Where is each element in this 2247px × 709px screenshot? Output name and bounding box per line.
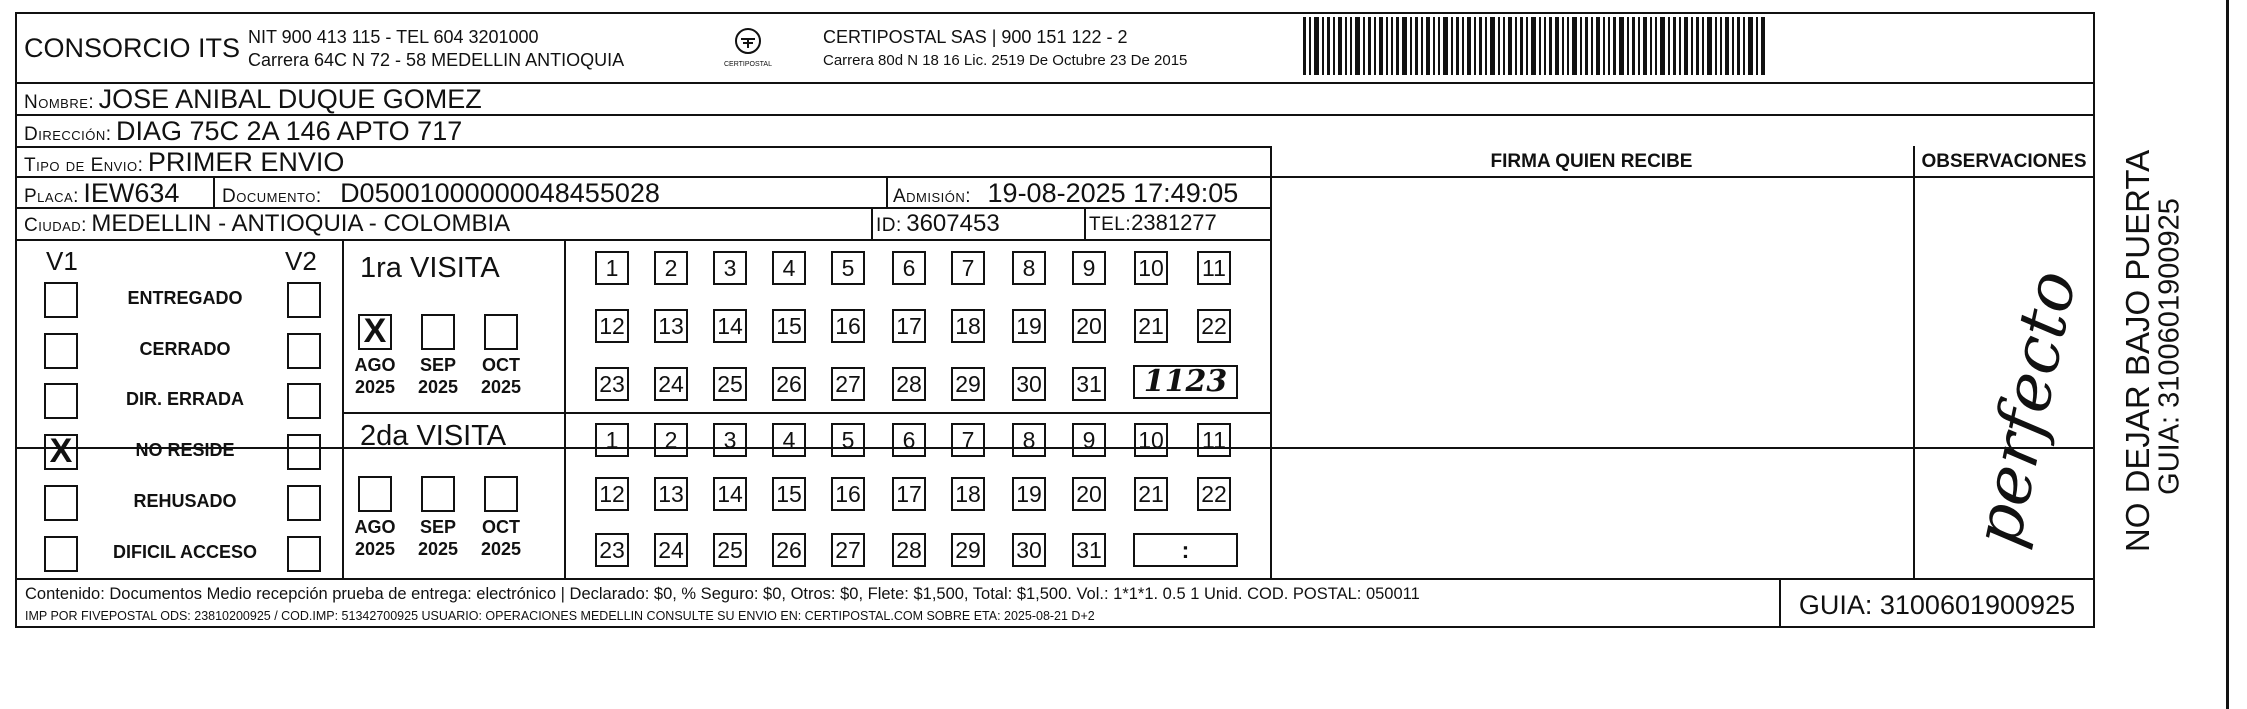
tipo-label: Tipo de Envio: [24,155,144,176]
v1-checkbox[interactable] [44,282,78,318]
license-line: Carrera 80d N 18 16 Lic. 2519 De Octubre 23 De 2015 [823,52,1188,69]
direccion-value: DIAG 75C 2A 146 APTO 717 [116,116,463,146]
contenido-line: Contenido: Documentos Medio recepción prueba de entrega: electrónico | Declarado: $0, % Seguro: $0, Otros: $0, Flete: $1,500, Total: $1,500. Vol.: 1*1*1. 0.5 1 Unid. COD. POSTAL: 050011 [25,585,1420,603]
rule [1913,146,1915,578]
second-visit-day-box[interactable]: 26 [772,533,806,567]
nombre-value: JOSE ANIBAL DUQUE GOMEZ [98,84,482,114]
rule [342,412,1270,414]
second-visit-day-box[interactable]: 18 [951,477,985,511]
first-visit-day-box[interactable]: 10 [1134,251,1168,285]
second-visit-day-box[interactable]: 7 [951,423,985,457]
first-visit-month-label [474,354,528,398]
first-visit-month-checkbox[interactable] [421,314,455,350]
month-name: SEP [419,517,457,537]
v1-checkbox[interactable]: X [44,434,78,470]
rule [1270,146,1272,578]
status-label: CERRADO [139,339,231,359]
ciudad-row [24,210,510,238]
admision-label: Admisión: [893,186,972,207]
first-visit-day-box[interactable]: 7 [951,251,985,285]
second-visit-day-box[interactable]: 14 [713,477,747,511]
second-visit-month-label [411,516,465,560]
direccion-label: Dirección: [24,124,112,145]
second-visit-month-label [474,516,528,560]
first-visit-day-box[interactable]: 27 [831,367,865,401]
ciudad-value: MEDELLIN - ANTIOQUIA - COLOMBIA [91,210,511,237]
handwritten-signature: perfecto [1958,263,2092,554]
second-visit-day-box[interactable]: 2 [654,423,688,457]
month-year: 2025 [354,539,396,559]
second-visit-day-box[interactable]: 13 [654,477,688,511]
month-year: 2025 [354,377,396,397]
v1-checkbox[interactable] [44,536,78,572]
second-visit-month-checkbox[interactable] [358,476,392,512]
second-visit-day-box[interactable]: 29 [951,533,985,567]
first-visit-day-box[interactable]: 1 [595,251,629,285]
first-visit-day-box[interactable]: 24 [654,367,688,401]
first-visit-time[interactable]: 1123 [1133,365,1238,399]
second-visit-day-box[interactable]: 22 [1197,477,1231,511]
first-visit-month-checkbox[interactable] [484,314,518,350]
second-visit-day-box[interactable]: 20 [1072,477,1106,511]
month-year: 2025 [480,539,522,559]
v2-checkbox[interactable] [287,434,321,470]
first-visit-month-label [411,354,465,398]
second-visit-day-box[interactable]: 25 [713,533,747,567]
courier-line: CERTIPOSTAL SAS | 900 151 122 - 2 [823,27,1128,47]
side-guia: GUIA: 3100601900925 [2153,198,2186,495]
first-visit-day-box[interactable]: 3 [713,251,747,285]
second-visit-title: 2da VISITA [360,420,507,452]
second-visit-day-box[interactable]: 8 [1012,423,1046,457]
first-visit-day-box[interactable]: 29 [951,367,985,401]
second-visit-day-box[interactable]: 9 [1072,423,1106,457]
side-warning: NO DEJAR BAJO PUERTA [2119,149,2156,553]
first-visit-day-box[interactable]: 22 [1197,309,1231,343]
second-visit-month-label [348,516,402,560]
second-visit-day-box[interactable]: 3 [713,423,747,457]
direccion-row [24,116,462,147]
first-visit-day-box[interactable]: 11 [1197,251,1231,285]
month-year: 2025 [417,539,459,559]
first-visit-day-box[interactable]: 16 [831,309,865,343]
first-visit-day-box[interactable]: 6 [892,251,926,285]
status-label: REHUSADO [133,491,237,511]
v1-checkbox[interactable] [44,333,78,369]
v2-checkbox[interactable] [287,383,321,419]
documento-row [222,178,660,209]
id-value: 3607453 [906,210,1000,237]
first-visit-day-box[interactable]: 13 [654,309,688,343]
rule [342,239,344,578]
company-address: Carrera 64C N 72 - 58 MEDELLIN ANTIOQUIA [248,50,625,70]
ciudad-label: Ciudad: [24,215,87,236]
first-visit-day-box[interactable]: 25 [713,367,747,401]
second-visit-day-box[interactable]: 28 [892,533,926,567]
second-visit-month-checkbox[interactable] [421,476,455,512]
first-visit-day-box[interactable]: 9 [1072,251,1106,285]
first-visit-day-box[interactable]: 2 [654,251,688,285]
status-label: ENTREGADO [127,288,243,308]
second-visit-day-box[interactable]: 5 [831,423,865,457]
month-year: 2025 [480,377,522,397]
v1-header: V1 [46,246,78,276]
first-visit-day-box[interactable]: 28 [892,367,926,401]
second-visit-day-box[interactable]: 11 [1197,423,1231,457]
month-year: 2025 [417,377,459,397]
first-visit-day-box[interactable]: 20 [1072,309,1106,343]
first-visit-day-box[interactable]: 8 [1012,251,1046,285]
month-name: OCT [482,355,520,375]
second-visit-day-box[interactable]: 4 [772,423,806,457]
first-visit-day-box[interactable]: 21 [1134,309,1168,343]
rule [871,207,873,239]
first-visit-day-box[interactable]: 18 [951,309,985,343]
documento-value: D05001000000048455028 [340,178,660,208]
first-visit-day-box[interactable]: 17 [892,309,926,343]
tel-row [1089,210,1217,236]
second-visit-day-box[interactable]: 16 [831,477,865,511]
second-visit-day-box[interactable]: 10 [1134,423,1168,457]
status-label: DIFICIL ACCESO [112,542,257,562]
first-visit-day-box[interactable]: 12 [595,309,629,343]
second-visit-day-box[interactable]: 23 [595,533,629,567]
v2-checkbox[interactable] [287,282,321,318]
id-label: ID: [876,215,902,236]
v2-checkbox[interactable] [287,333,321,369]
second-visit-day-box[interactable]: 6 [892,423,926,457]
month-name: AGO [354,517,396,537]
v2-checkbox[interactable] [287,485,321,521]
month-name: AGO [354,355,396,375]
nombre-row [24,84,482,115]
id-row [876,210,1000,238]
documento-label: Documento: [222,186,322,207]
tel-label: TEL: [1089,214,1132,235]
nombre-label: Nombre: [24,92,95,113]
first-visit-month-checkbox[interactable]: X [358,314,392,350]
tipo-row [24,147,344,178]
second-visit-day-box[interactable]: 12 [595,477,629,511]
second-visit-day-box[interactable]: 30 [1012,533,1046,567]
tel-value: 2381277 [1131,210,1217,235]
second-visit-day-box[interactable]: 27 [831,533,865,567]
second-visit-day-box[interactable]: 17 [892,477,926,511]
second-visit-day-box[interactable]: 31 [1072,533,1106,567]
imp-line: IMP POR FIVEPOSTAL ODS: 23810200925 / COD.IMP: 51342700925 USUARIO: OPERACIONES MEDELLIN CONSULTE SU ENVIO EN: CERTIPOSTAL.COM SOBRE ETA: 2025-08-21 D+2 [25,609,1095,623]
first-visit-day-box[interactable]: 23 [595,367,629,401]
logo-text: CERTIPOSTAL [724,61,772,68]
second-visit-month-checkbox[interactable] [484,476,518,512]
nit-line: NIT 900 413 115 - TEL 604 3201000 [248,27,539,47]
second-visit-day-box[interactable]: 1 [595,423,629,457]
first-visit-day-box[interactable]: 19 [1012,309,1046,343]
first-visit-title: 1ra VISITA [360,252,500,284]
placa-value: IEW634 [83,178,180,208]
rule [886,176,888,207]
placa-label: Placa: [24,186,79,207]
first-visit-day-box[interactable]: 14 [713,309,747,343]
first-visit-day-box[interactable]: 26 [772,367,806,401]
second-visit-day-box[interactable]: 19 [1012,477,1046,511]
admision-value: 19-08-2025 17:49:05 [987,178,1239,208]
admision-row [893,178,1238,209]
v1-checkbox[interactable] [44,485,78,521]
scan-edge [2226,0,2229,709]
rule [564,239,566,578]
first-visit-day-box[interactable]: 30 [1012,367,1046,401]
v2-header: V2 [285,246,317,276]
first-visit-month-label [348,354,402,398]
rule [213,176,215,207]
first-visit-day-box[interactable]: 5 [831,251,865,285]
second-visit-day-box[interactable]: 15 [772,477,806,511]
second-visit-day-box[interactable]: 24 [654,533,688,567]
tipo-value: PRIMER ENVIO [147,147,345,177]
firma-header: FIRMA QUIEN RECIBE [1490,151,1693,172]
status-label: NO RESIDE [135,440,235,460]
observaciones-header: OBSERVACIONES [1921,151,2087,172]
first-visit-day-box[interactable]: 15 [772,309,806,343]
status-label: DIR. ERRADA [125,389,244,409]
v2-checkbox[interactable] [287,536,321,572]
first-visit-day-box[interactable]: 31 [1072,367,1106,401]
rule [1084,207,1086,239]
second-visit-day-box[interactable]: 21 [1134,477,1168,511]
first-visit-day-box[interactable]: 4 [772,251,806,285]
month-name: SEP [419,355,457,375]
company-name: CONSORCIO ITS [24,33,241,63]
placa-row [24,178,179,209]
second-visit-time[interactable]: : [1133,533,1238,567]
footer-guia: GUIA: 3100601900925 [1798,590,2076,620]
month-name: OCT [482,517,520,537]
v1-checkbox[interactable] [44,383,78,419]
